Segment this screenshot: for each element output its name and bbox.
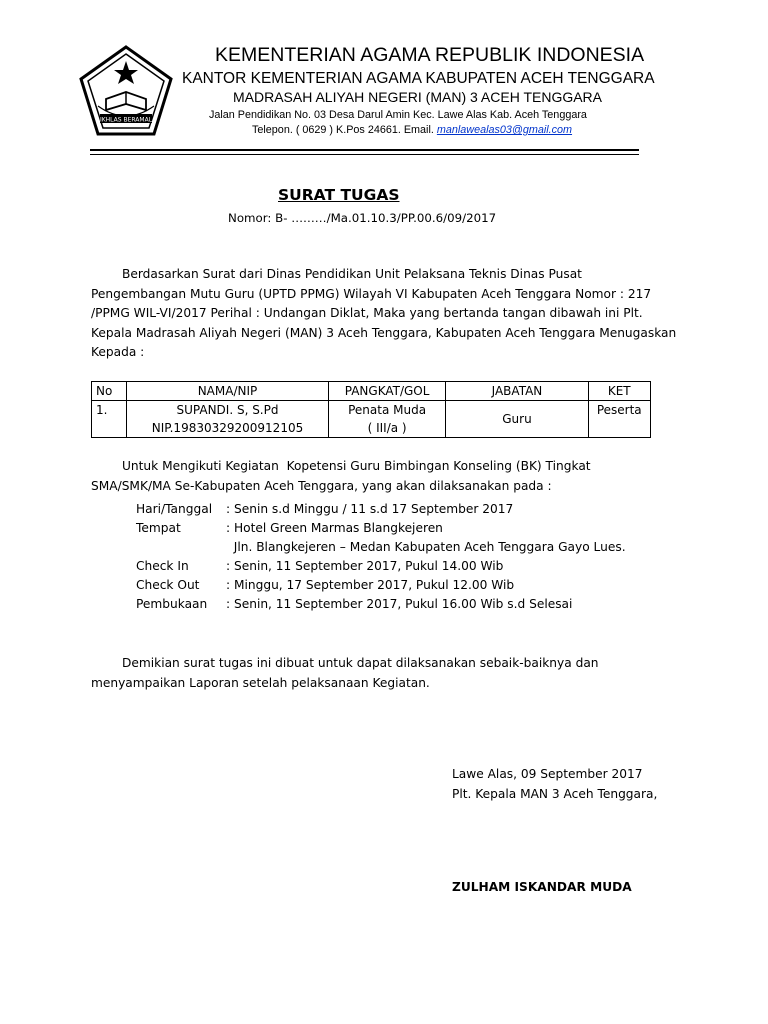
paragraph-intro	[91, 265, 676, 363]
assignee-name: SUPANDI. S, S.Pd	[176, 403, 279, 417]
paragraph-line: Demikian surat tugas ini dibuat untuk dapat dilaksanakan sebaik-baiknya dan	[91, 656, 599, 670]
paragraph-line: /PPMG WIL-VI/2017 Perihal : Undangan Diklat, Maka yang bertanda tangan dibawah ini Plt.	[91, 306, 643, 320]
header-contact	[252, 124, 572, 136]
signature-place-date: Lawe Alas, 09 September 2017	[452, 767, 643, 781]
cell-name-nip	[127, 401, 329, 438]
paragraph-line: SMA/SMK/MA Se-Kabupaten Aceh Tenggara, yang akan dilaksanakan pada :	[91, 478, 552, 493]
header-school: MADRASAH ALIYAH NEGERI (MAN) 3 ACEH TENGGARA	[233, 89, 603, 105]
col-header-rank: PANGKAT/GOL	[328, 382, 446, 401]
header-rule-thick	[90, 149, 639, 151]
cell-rank	[328, 401, 446, 438]
detail-label: Check Out	[136, 578, 200, 592]
header-office: KANTOR KEMENTERIAN AGAMA KABUPATEN ACEH TENGGARA	[182, 70, 655, 87]
detail-value: : Hotel Green Marmas Blangkejeren	[226, 521, 443, 535]
assignee-nip: NIP.19830329200912105	[151, 421, 304, 435]
detail-value: Jln. Blangkejeren – Medan Kabupaten Aceh Tenggara Gayo Lues.	[226, 540, 626, 554]
assignee-table	[91, 381, 651, 438]
detail-label: Tempat	[136, 521, 181, 535]
col-header-name: NAMA/NIP	[127, 382, 329, 401]
cell-position: Guru	[446, 401, 588, 438]
paragraph-line: menyampaikan Laporan setelah pelaksanaan Kegiatan.	[91, 675, 430, 690]
paragraph-line: Untuk Mengikuti Kegiatan Kopetensi Guru Bimbingan Konseling (BK) Tingkat	[91, 459, 591, 473]
svg-text:IKHLAS BERAMAL: IKHLAS BERAMAL	[99, 116, 153, 124]
col-header-position: JABATAN	[446, 382, 588, 401]
table-row	[92, 401, 651, 438]
contact-text: Telepon. ( 0629 ) K.Pos 24661. Email.	[252, 124, 437, 136]
table-header-row	[92, 382, 651, 401]
header-ministry: KEMENTERIAN AGAMA REPUBLIK INDONESIA	[215, 44, 645, 66]
assignee-rank: Penata Muda	[348, 403, 427, 417]
detail-value: : Minggu, 17 September 2017, Pukul 12.00 Wib	[226, 578, 515, 592]
paragraph-line: Kepada :	[91, 345, 145, 359]
signatory-name: ZULHAM ISKANDAR MUDA	[452, 880, 632, 894]
cell-no: 1.	[92, 401, 127, 438]
paragraph-closing	[91, 654, 599, 693]
header-rule-thin	[90, 154, 639, 155]
document-title: SURAT TUGAS	[278, 186, 400, 204]
document-number: Nomor: B- ………/Ma.01.10.3/PP.00.6/09/2017	[228, 211, 497, 225]
paragraph-activity	[91, 457, 591, 496]
detail-label: Pembukaan	[136, 597, 208, 611]
col-header-no: No	[92, 382, 127, 401]
detail-value: : Senin s.d Minggu / 11 s.d 17 September 2017	[226, 502, 514, 516]
paragraph-line: Pengembangan Mutu Guru (UPTD PPMG) Wilayah VI Kabupaten Aceh Tenggara Nomor : 217	[91, 286, 652, 301]
email-link[interactable]: manlawealas03@gmail.com	[436, 124, 573, 136]
signature-position: Plt. Kepala MAN 3 Aceh Tenggara,	[452, 787, 658, 801]
detail-label: Hari/Tanggal	[136, 502, 213, 516]
detail-value: : Senin, 11 September 2017, Pukul 16.00 Wib s.d Selesai	[226, 597, 573, 611]
detail-label: Check In	[136, 559, 189, 573]
ministry-logo	[76, 44, 176, 140]
paragraph-line: Berdasarkan Surat dari Dinas Pendidikan Unit Pelaksana Teknis Dinas Pusat	[91, 267, 582, 281]
header-address: Jalan Pendidikan No. 03 Desa Darul Amin Kec. Lawe Alas Kab. Aceh Tenggara	[209, 109, 587, 121]
col-header-note: KET	[588, 382, 650, 401]
cell-note: Peserta	[588, 401, 650, 438]
paragraph-line: Kepala Madrasah Aliyah Negeri (MAN) 3 Aceh Tenggara, Kabupaten Aceh Tenggara Menugaskan	[91, 325, 677, 340]
detail-value: : Senin, 11 September 2017, Pukul 14.00 Wib	[226, 559, 504, 573]
assignee-grade: ( III/a )	[367, 421, 407, 435]
